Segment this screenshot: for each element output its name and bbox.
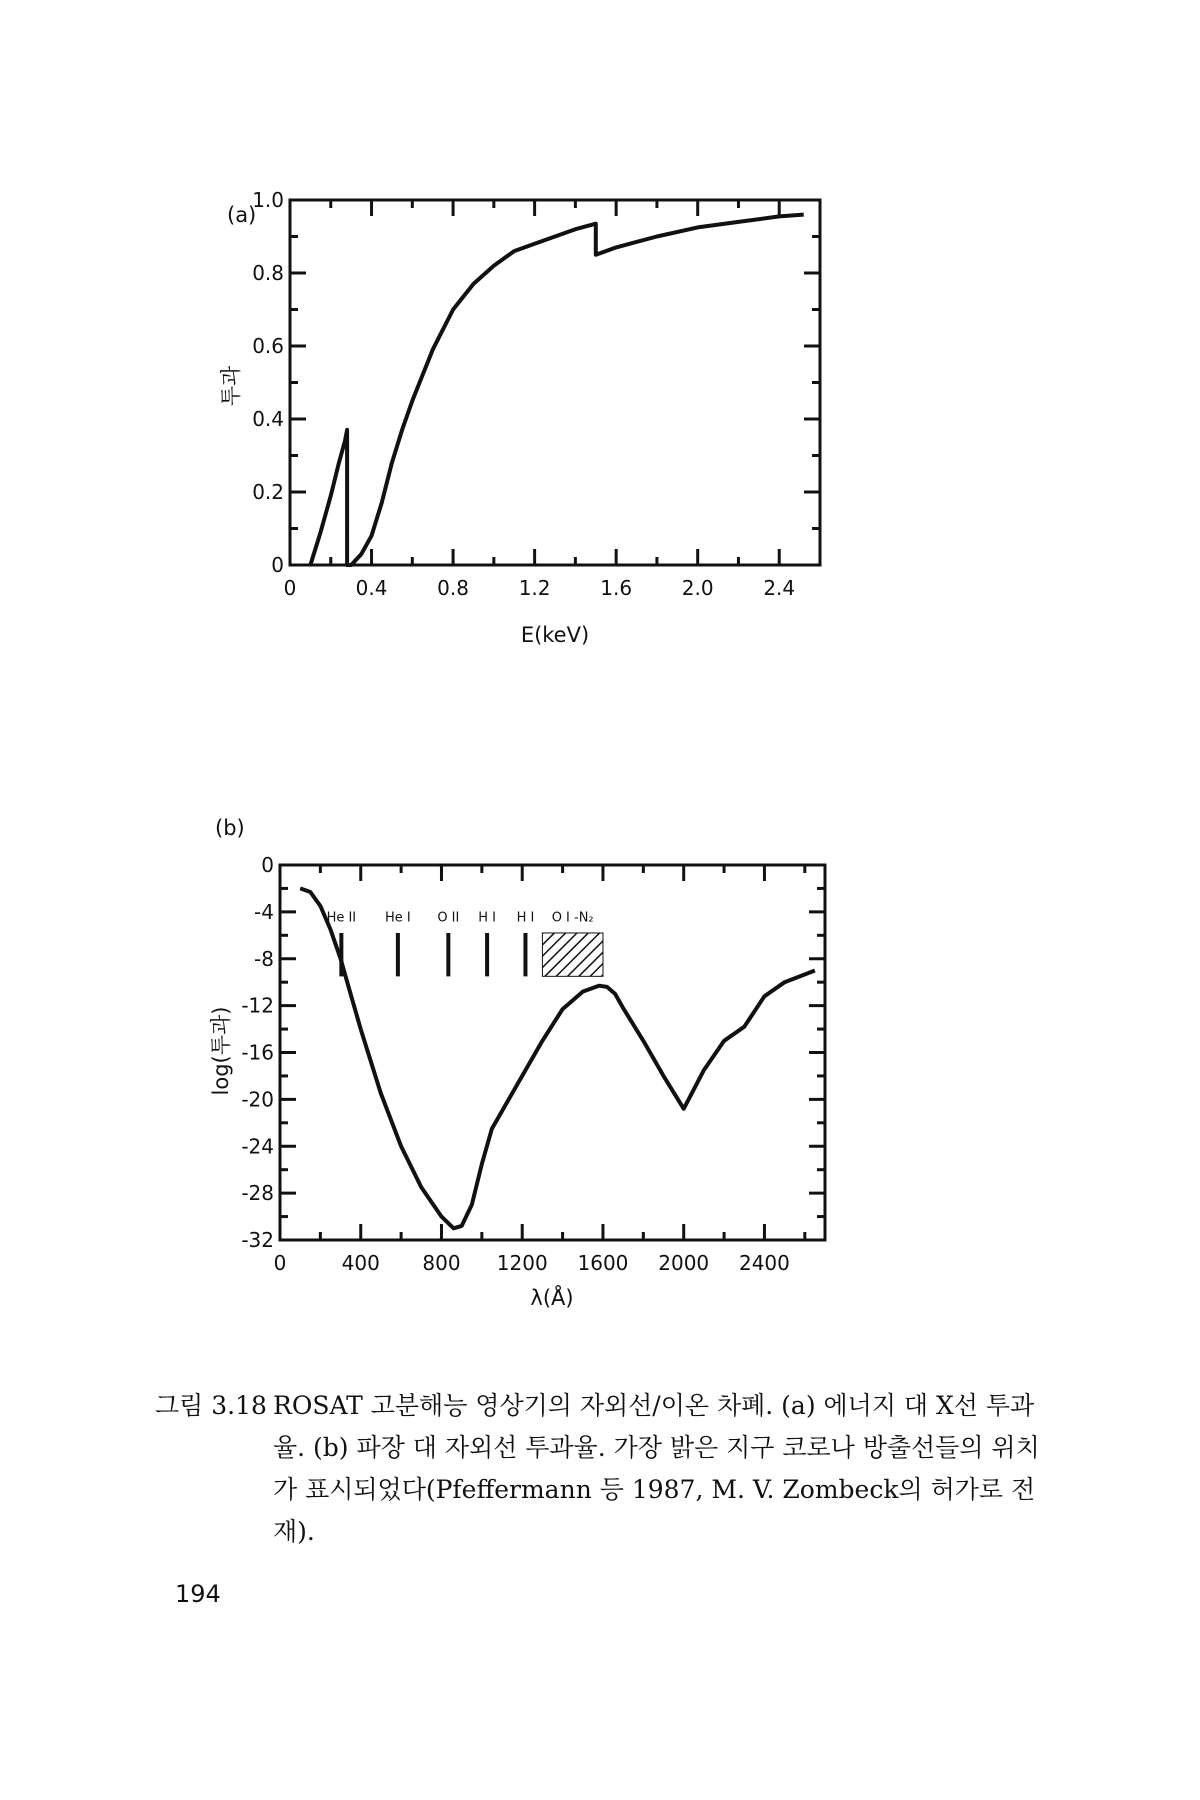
ticks-a	[290, 200, 820, 565]
panel-label-b: (b)	[215, 816, 245, 840]
x-tick-label: 2000	[658, 1251, 710, 1275]
x-tick-label: 2.0	[681, 576, 714, 600]
y-tick-label: 0.6	[252, 334, 284, 358]
caption-label: 그림 3.18	[155, 1391, 267, 1420]
page-number: 194	[175, 1580, 221, 1608]
y-tick-label: -16	[241, 1040, 274, 1065]
x-tick-label: 1200	[496, 1251, 548, 1275]
x-axis-title-b: λ(Å)	[530, 1286, 574, 1310]
y-tick-label: -20	[241, 1087, 274, 1112]
x-tick-label: 1.6	[600, 576, 633, 600]
y-tick-label: -4	[254, 899, 274, 924]
x-tick-label: 0.4	[355, 576, 388, 600]
y-tick-label: 0.4	[252, 407, 284, 431]
x-tick-label: 400	[341, 1251, 380, 1275]
y-tick-label: -8	[254, 946, 274, 971]
emission-line-label: He II	[326, 910, 357, 926]
x-tick-label: 800	[422, 1251, 461, 1275]
x-tick-label: 1.2	[518, 576, 551, 600]
chart-b	[209, 815, 970, 1375]
emission-lines-b	[327, 910, 535, 976]
x-tick-label: 0	[283, 576, 297, 600]
y-tick-label: -12	[241, 993, 274, 1018]
y-tick-label: 0	[261, 853, 274, 877]
x-tick-label: 0	[273, 1251, 287, 1275]
y-tick-labels-a	[252, 188, 284, 577]
emission-line-label: H I	[478, 910, 496, 926]
hatched-band-label: O I -N₂	[551, 910, 594, 926]
y-tick-labels-b	[241, 853, 274, 1252]
x-tick-label: 0.8	[437, 576, 469, 600]
series-line-a	[310, 215, 803, 565]
panel-label-a: (a)	[227, 203, 257, 227]
y-tick-label: -32	[241, 1228, 274, 1252]
emission-line-label: He I	[385, 910, 411, 926]
x-tick-label: 2400	[738, 1251, 790, 1275]
y-tick-label: -28	[241, 1181, 274, 1206]
hatched-band-b	[542, 933, 603, 976]
x-tick-label: 2.4	[763, 576, 796, 600]
x-tick-labels-b	[274, 1251, 790, 1275]
chart-a	[219, 188, 970, 680]
x-tick-labels-a	[284, 576, 796, 600]
y-tick-label: 0.2	[252, 480, 284, 504]
y-axis-title-b: log(투과)	[209, 1006, 233, 1096]
y-axis-title-a: 투과	[219, 365, 243, 407]
caption-text: ROSAT 고분해능 영상기의 자외선/이온 차폐. (a) 에너지 대 X선 투과율. (b) 파장 대 자외선 투과율. 가장 밝은 지구 코로나 방출선들의 위치가 표시되었다(Pfeffermann 등 1987, M. V. Zombeck의 허가로 전재).	[273, 1391, 1040, 1546]
y-tick-label: 0	[271, 553, 284, 577]
x-axis-title-a: E(keV)	[520, 623, 590, 647]
emission-line-label: H I	[516, 910, 535, 926]
emission-line-label: O II	[437, 910, 460, 926]
y-tick-label: 0.8	[252, 261, 284, 285]
y-tick-label: -24	[241, 1134, 274, 1159]
plot-frame-a	[290, 200, 820, 565]
x-tick-label: 1600	[577, 1251, 629, 1275]
y-tick-label: 1.0	[252, 188, 284, 212]
